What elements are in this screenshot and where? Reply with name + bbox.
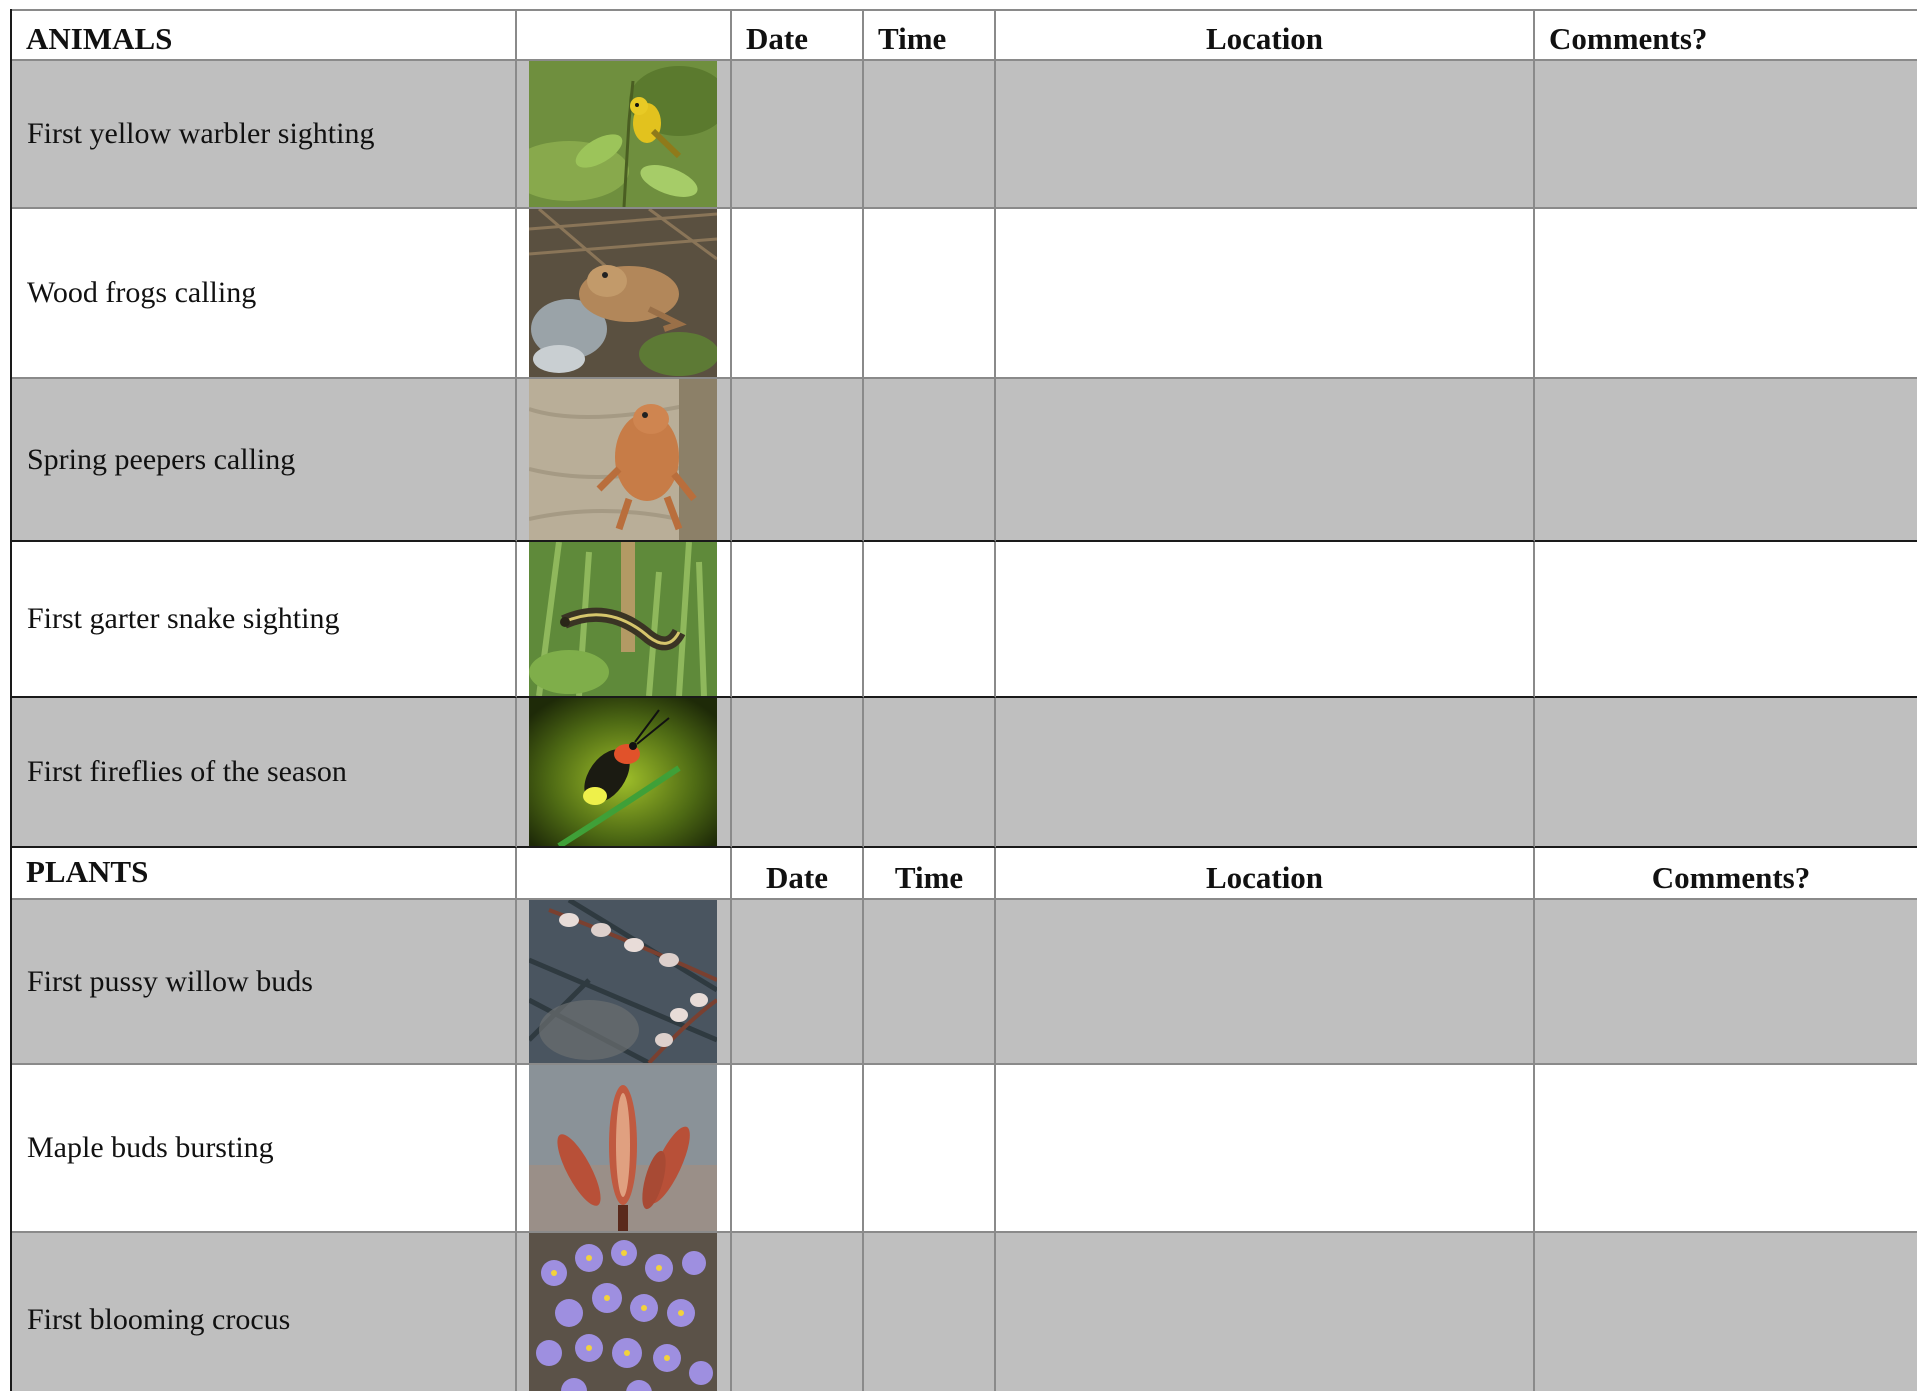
time-cell[interactable] [864, 1233, 996, 1391]
comments-cell[interactable] [1535, 209, 1917, 379]
location-cell[interactable] [996, 542, 1535, 698]
date-cell[interactable] [732, 61, 864, 209]
comments-cell[interactable] [1535, 542, 1917, 698]
firefly-photo [529, 698, 717, 846]
photo-cell [517, 698, 732, 848]
comments-cell[interactable] [1535, 61, 1917, 209]
comments-cell[interactable] [1535, 1233, 1917, 1391]
location-cell[interactable] [996, 698, 1535, 848]
comments-cell[interactable] [1535, 1065, 1917, 1233]
photo-cell [517, 1233, 732, 1391]
photo-cell [517, 900, 732, 1065]
time-cell[interactable] [864, 61, 996, 209]
date-cell[interactable] [732, 209, 864, 379]
time-cell[interactable] [864, 1065, 996, 1233]
photo-column-header [517, 848, 732, 900]
row-label: First fireflies of the season [12, 698, 517, 848]
location-column-header: Location [996, 848, 1535, 900]
photo-column-header [517, 9, 732, 61]
location-cell[interactable] [996, 379, 1535, 542]
location-cell[interactable] [996, 1233, 1535, 1391]
row-label: First pussy willow buds [12, 900, 517, 1065]
row-label: First garter snake sighting [12, 542, 517, 698]
date-column-header: Date [732, 9, 864, 61]
date-column-header: Date [732, 848, 864, 900]
date-cell[interactable] [732, 1065, 864, 1233]
time-cell[interactable] [864, 379, 996, 542]
photo-cell [517, 1065, 732, 1233]
comments-column-header: Comments? [1535, 848, 1917, 900]
row-label: Maple buds bursting [12, 1065, 517, 1233]
date-cell[interactable] [732, 900, 864, 1065]
location-column-header: Location [996, 9, 1535, 61]
comments-cell[interactable] [1535, 698, 1917, 848]
crocus-photo [529, 1233, 717, 1391]
time-cell[interactable] [864, 209, 996, 379]
photo-cell [517, 61, 732, 209]
location-cell[interactable] [996, 1065, 1535, 1233]
animals-heading: ANIMALS [12, 9, 517, 61]
photo-cell [517, 209, 732, 379]
time-cell[interactable] [864, 698, 996, 848]
row-label: First yellow warbler sighting [12, 61, 517, 209]
location-cell[interactable] [996, 61, 1535, 209]
row-label: Spring peepers calling [12, 379, 517, 542]
date-cell[interactable] [732, 379, 864, 542]
comments-column-header: Comments? [1535, 9, 1917, 61]
location-cell[interactable] [996, 900, 1535, 1065]
maple-buds-photo [529, 1065, 717, 1231]
spring-peeper-photo [529, 379, 717, 540]
time-cell[interactable] [864, 542, 996, 698]
wood-frog-photo [529, 209, 717, 377]
row-label: Wood frogs calling [12, 209, 517, 379]
time-column-header: Time [864, 9, 996, 61]
date-cell[interactable] [732, 698, 864, 848]
comments-cell[interactable] [1535, 900, 1917, 1065]
comments-cell[interactable] [1535, 379, 1917, 542]
row-label: First blooming crocus [12, 1233, 517, 1391]
photo-cell [517, 379, 732, 542]
photo-cell [517, 542, 732, 698]
date-cell[interactable] [732, 542, 864, 698]
date-cell[interactable] [732, 1233, 864, 1391]
garter-snake-photo [529, 542, 717, 696]
observation-table [10, 9, 1917, 1391]
time-column-header: Time [864, 848, 996, 900]
time-cell[interactable] [864, 900, 996, 1065]
plants-heading: PLANTS [12, 848, 517, 900]
pussy-willow-photo [529, 900, 717, 1063]
location-cell[interactable] [996, 209, 1535, 379]
yellow-warbler-photo [529, 61, 717, 207]
